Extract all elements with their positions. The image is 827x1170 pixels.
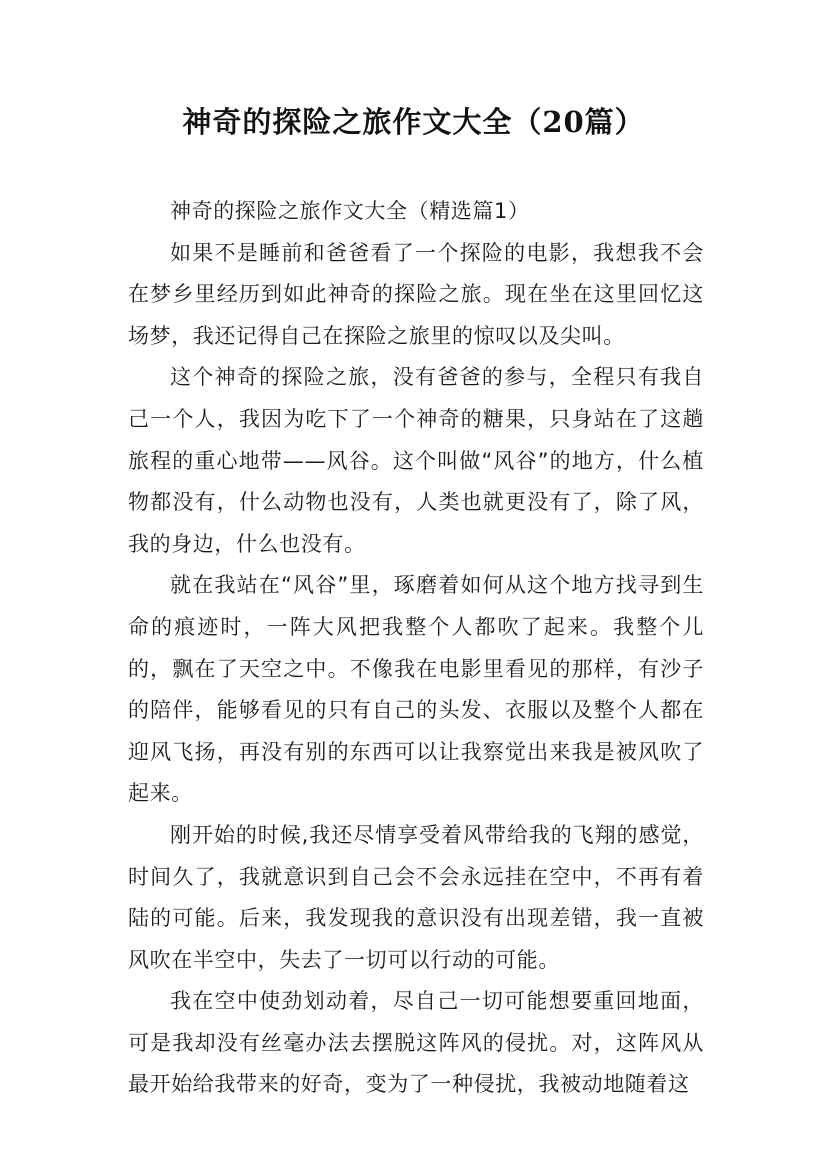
paragraph: 我在空中使劲划动着，尽自己一切可能想要重回地面，可是我却没有丝毫办法去摆脱这阵风的侵扰。对，这阵风从最开始给我带来的好奇，变为了一种侵扰，我被动地随着这 [128,989,704,1097]
document-body [128,191,704,1106]
paragraph: 如果不是睡前和爸爸看了一个探险的电影，我想我不会在梦乡里经历到如此神奇的探险之旅。现在坐在这里回忆这场梦，我还记得自己在探险之旅里的惊叹以及尖叫。 [128,240,704,348]
document-title: 神奇的探险之旅作文大全（20篇） [182,105,645,139]
paragraph: 就在我站在“风谷”里，琢磨着如何从这个地方找寻到生命的痕迹时，一阵大风把我整个人都吹了起来。我整个儿的，飘在了天空之中。不像我在电影里看见的那样，有沙子的陪伴，能够看见的只有自己的头发、衣服以及整个人都在迎风飞扬，再没有别的东西可以让我察觉出来我是被风吹了起来。 [128,573,704,806]
paragraph: 刚开始的时候,我还尽情享受着风带给我的飞翔的感觉，时间久了，我就意识到自己会不会永远挂在空中，不再有着陆的可能。后来，我发现我的意识没有出现差错，我一直被风吹在半空中，失去了一切可以行动的可能。 [128,822,704,972]
section-heading: 神奇的探险之旅作文大全（精选篇1） [170,199,530,223]
paragraph: 这个神奇的探险之旅，没有爸爸的参与，全程只有我自己一个人，我因为吃下了一个神奇的糖果，只身站在了这趟旅程的重心地带——风谷。这个叫做“风谷”的地方，什么植物都没有，什么动物也没有，人类也就更没有了，除了风，我的身边，什么也没有。 [128,365,704,556]
